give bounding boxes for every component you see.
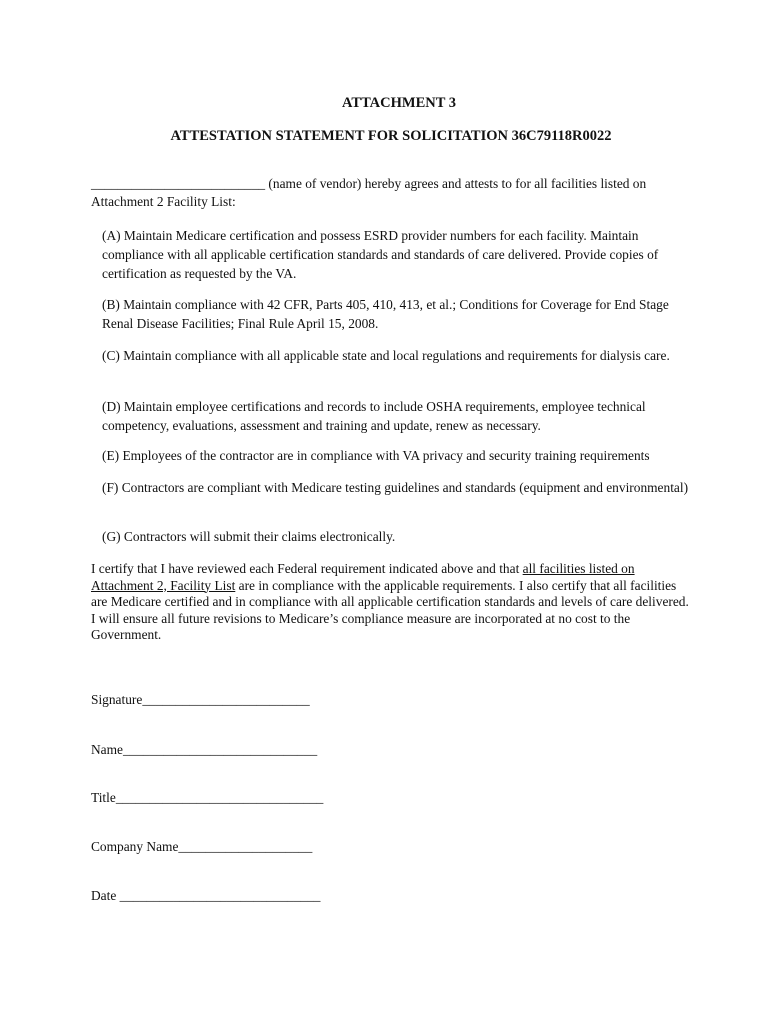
attachment-heading: ATTACHMENT 3 bbox=[342, 95, 456, 111]
intro-paragraph bbox=[91, 175, 681, 211]
signature-line: Signature_________________________ bbox=[91, 692, 310, 707]
requirement-item-b: (B) Maintain compliance with 42 CFR, Parts 405, 410, 413, et al.; Conditions for Coverage for End Stage Renal Disease Facilities; Final Rule April 15, 2008. bbox=[102, 297, 669, 331]
requirement-item-e: (E) Employees of the contractor are in compliance with VA privacy and security training requirements bbox=[102, 448, 650, 463]
document-title: ATTESTATION STATEMENT FOR SOLICITATION 36C79118R0022 bbox=[170, 128, 612, 144]
requirement-item-g: (G) Contractors will submit their claims electronically. bbox=[102, 529, 396, 544]
title-line: Title_______________________________ bbox=[91, 790, 324, 805]
vendor-name-blank: __________________________ bbox=[91, 176, 266, 191]
requirement-item-f: (F) Contractors are compliant with Medicare testing guidelines and standards (equipment and environmental) bbox=[102, 480, 689, 495]
requirement-item-c: (C) Maintain compliance with all applicable state and local regulations and requirements for dialysis care. bbox=[102, 348, 670, 363]
requirement-item-a: (A) Maintain Medicare certification and possess ESRD provider numbers for each facility. Maintain compliance with all applicable certification standards and standards of care delivered. Provide copies of certification as requested by the VA. bbox=[102, 228, 659, 281]
certify-text-start: I certify that I have reviewed each Federal requirement indicated above and that bbox=[91, 561, 523, 576]
requirement-item-d: (D) Maintain employee certifications and records to include OSHA requirements, employee technical competency, evaluations, assessment and training and update, renew as necessary. bbox=[102, 399, 646, 433]
intro-text: (name of vendor) hereby agrees and attests to for all facilities listed on Attachment 2 Facility List: bbox=[91, 176, 647, 209]
company-name-line: Company Name____________________ bbox=[91, 839, 313, 854]
name-line: Name_____________________________ bbox=[91, 742, 318, 757]
certify-text-end: are in compliance with the applicable requirements. I also certify that all facilities are Medicare certified and in compliance with all applicable certification standards and levels of care delivered. I will ensure all future revisions to Medicare’s compliance measure are incorporated at no cost to the Government. bbox=[91, 577, 689, 643]
date-line: Date ______________________________ bbox=[91, 888, 321, 903]
certify-underlined-text: all facilities listed on Attachment 2, Facility List bbox=[91, 561, 635, 593]
certification-paragraph bbox=[91, 561, 691, 644]
